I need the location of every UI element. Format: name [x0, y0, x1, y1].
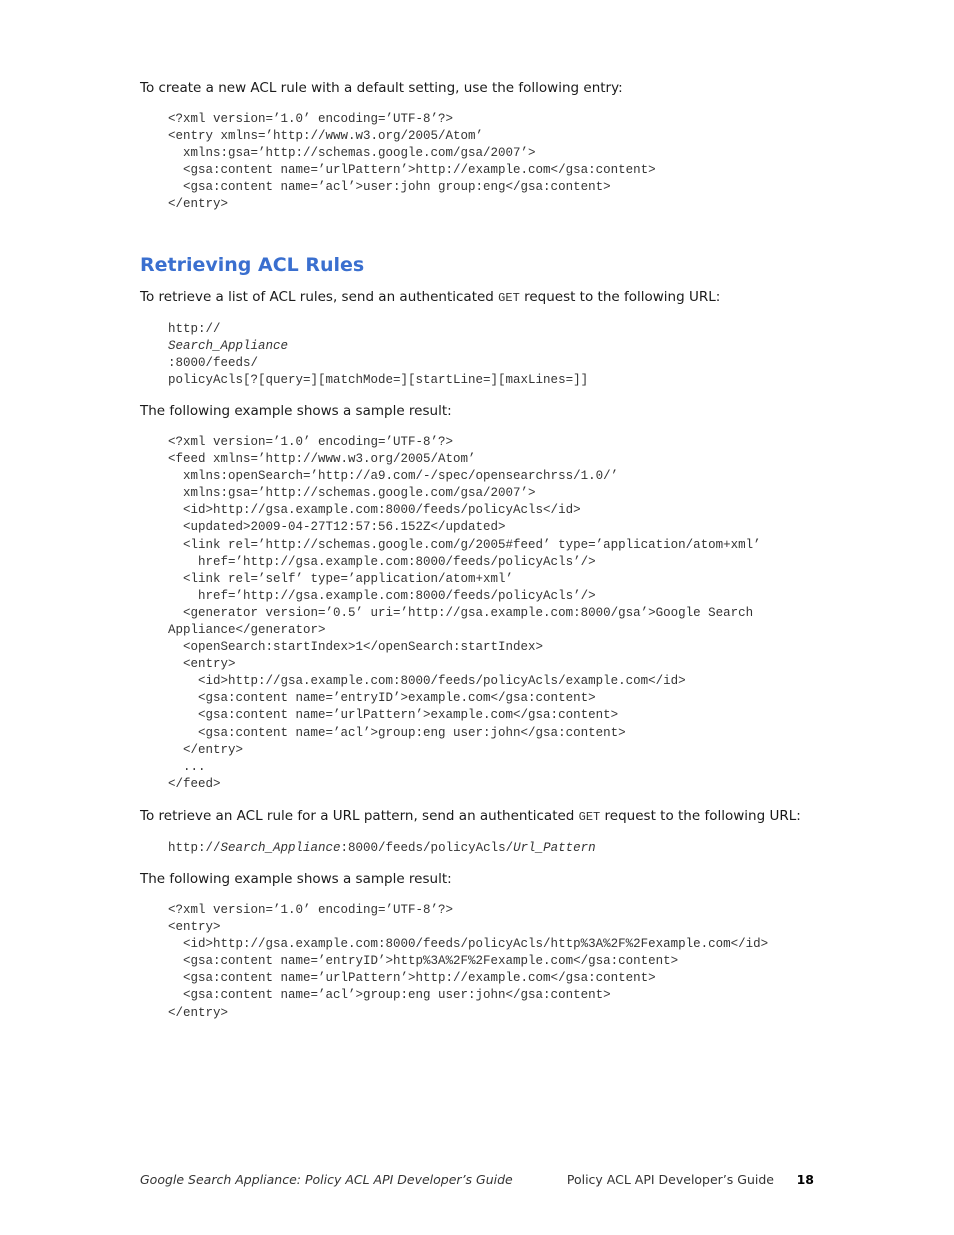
code-line: xmlns:openSearch=’http://a9.com/-/spec/opensearchrss/1.0/’: [168, 469, 619, 484]
code-line: <?xml version=’1.0’ encoding=’UTF-8’?>: [168, 434, 454, 449]
url-one-code: [168, 840, 820, 857]
code-block-entry-result: [168, 902, 820, 1022]
code-line: <feed xmlns=’http://www.w3.org/2005/Atom’: [168, 452, 476, 467]
example-paragraph-1: The following example shows a sample result:: [140, 402, 452, 419]
page-number: 18: [796, 1172, 814, 1187]
get-method-inline-code: GET: [498, 290, 520, 305]
get-method-inline-code-2: GET: [578, 809, 601, 824]
code-line: <generator version=’0.5’ uri=’http://gsa.example.com:8000/gsa’>Google Search: [168, 605, 754, 620]
code-line: <?xml version=’1.0’ encoding=’UTF-8’?>: [168, 112, 454, 126]
footer-chapter: Policy ACL API Developer’s Guide: [566, 1172, 774, 1187]
url-list-code: [168, 321, 820, 389]
search-appliance-placeholder: Search_Appliance: [168, 338, 289, 353]
code-line: <gsa:content name=’urlPattern’>http://example.com</gsa:content>: [168, 163, 656, 178]
code-line: <entry>: [168, 657, 236, 672]
code-line: </feed>: [168, 776, 221, 791]
code-line: <entry xmlns=’http://www.w3.org/2005/Atom’: [168, 129, 484, 144]
url-pattern-placeholder: Url_Pattern: [513, 840, 596, 855]
url-list-line-1: http:// Search_Appliance :8000/feeds/: [168, 321, 820, 372]
code-line: <gsa:content name=’entryID’>example.com</gsa:content>: [168, 691, 596, 706]
code-line: <link rel=’self’ type=’application/atom+xml’: [168, 571, 514, 586]
section-heading: Retrieving ACL Rules: [140, 253, 365, 276]
code-line: xmlns:gsa=’http://schemas.google.com/gsa/2007’>: [168, 486, 536, 501]
code-line: Appliance</generator>: [168, 622, 326, 637]
code-line: <openSearch:startIndex>1</openSearch:startIndex>: [168, 640, 544, 655]
url-one-line: http://Search_Appliance:8000/feeds/policyAcls/Url_Pattern: [168, 840, 596, 855]
code-line: <gsa:content name=’entryID’>http%3A%2F%2Fexample.com</gsa:content>: [168, 954, 679, 969]
retrieve-list-text-after: request to the following URL:: [519, 288, 721, 305]
code-line: </entry>: [168, 1005, 229, 1020]
code-line: <updated>2009-04-27T12:57:56.152Z</updated>: [168, 520, 506, 535]
code-line: </entry>: [168, 742, 244, 757]
page-footer: [140, 1172, 814, 1192]
code-line: <gsa:content name=’acl’>group:eng user:john</gsa:content>: [168, 725, 626, 740]
code-line: <id>http://gsa.example.com:8000/feeds/policyAcls/http%3A%2F%2Fexample.com</id>: [168, 937, 769, 952]
code-line: <entry>: [168, 920, 221, 935]
code-line: xmlns:gsa=’http://schemas.google.com/gsa/2007’>: [168, 146, 536, 161]
code-line: <gsa:content name=’urlPattern’>http://example.com</gsa:content>: [168, 971, 656, 986]
code-block-feed-result: [168, 434, 820, 793]
url-list-line-2: policyAcls[?[query=][matchMode=][startLine=][maxLines=]]: [168, 372, 589, 387]
code-line: <id>http://gsa.example.com:8000/feeds/policyAcls/example.com</id>: [168, 674, 686, 689]
code-line: ...: [168, 759, 206, 774]
document-page: [140, 78, 820, 1022]
retrieve-one-paragraph: [140, 806, 820, 827]
retrieve-one-text-after: request to the following URL:: [600, 807, 801, 824]
code-line: <gsa:content name=’acl’>user:john group:eng</gsa:content>: [168, 180, 611, 195]
example-paragraph-2: The following example shows a sample result:: [140, 871, 452, 887]
intro-paragraph: To create a new ACL rule with a default setting, use the following entry:: [140, 80, 623, 96]
code-line: <?xml version=’1.0’ encoding=’UTF-8’?>: [168, 903, 454, 917]
code-line: <gsa:content name=’urlPattern’>example.com</gsa:content>: [168, 708, 619, 723]
code-line: </entry>: [168, 197, 229, 212]
code-line: href=’http://gsa.example.com:8000/feeds/policyAcls’/>: [168, 554, 596, 569]
code-line: href=’http://gsa.example.com:8000/feeds/policyAcls’/>: [168, 588, 596, 603]
retrieve-one-text-before: To retrieve an ACL rule for a URL pattern, send an authenticated: [140, 807, 579, 824]
code-line: <gsa:content name=’acl’>group:eng user:john</gsa:content>: [168, 988, 611, 1003]
code-block-create-entry: [168, 111, 820, 214]
code-line: <id>http://gsa.example.com:8000/feeds/policyAcls</id>: [168, 503, 581, 518]
retrieve-list-paragraph: [140, 287, 820, 308]
footer-doc-title: Google Search Appliance: Policy ACL API Developer’s Guide: [140, 1172, 513, 1187]
search-appliance-placeholder-2: Search_Appliance: [220, 840, 341, 855]
code-line: <link rel=’http://schemas.google.com/g/2005#feed’ type=’application/atom+xml’: [168, 537, 761, 552]
retrieve-list-text-before: To retrieve a list of ACL rules, send an authenticated: [140, 288, 499, 305]
